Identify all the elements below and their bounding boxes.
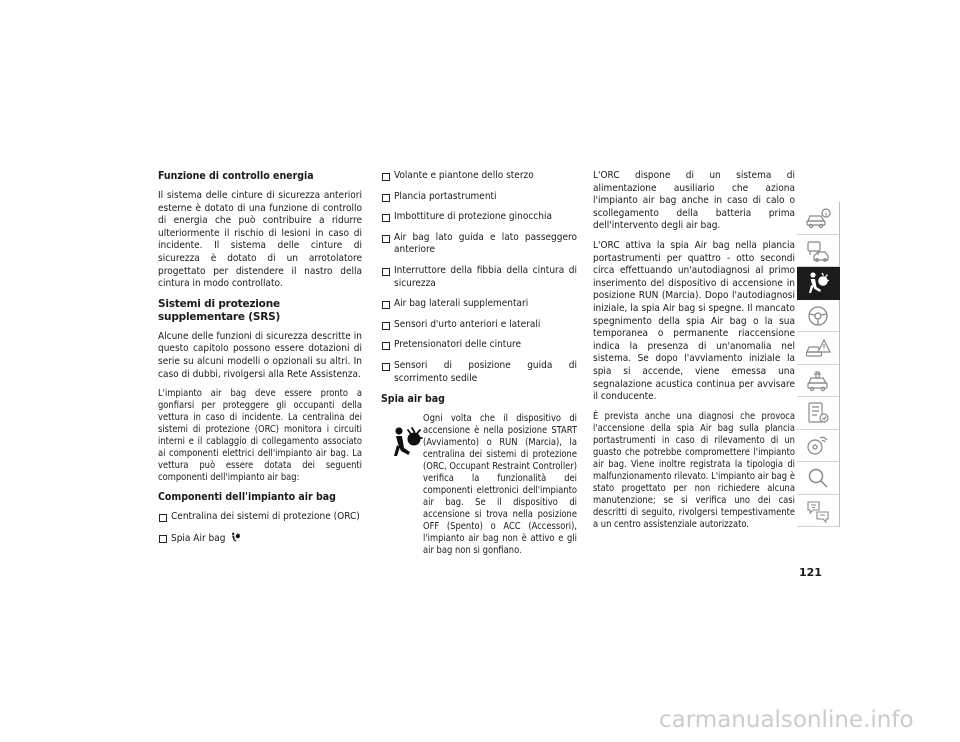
list-item-label: Spia Air bag bbox=[171, 532, 226, 544]
airbag-seat-icon bbox=[805, 271, 831, 295]
bullet-square-icon bbox=[382, 194, 390, 202]
list-item bbox=[381, 170, 577, 183]
paragraph-orc-power: L'ORC dispone di un sistema di alimentazione ausiliario che aziona l'impianto air bag anche in caso di calo o scollegamento della batteria prima dell'intervento degli air bag. bbox=[593, 170, 795, 232]
bullet-square-icon bbox=[382, 322, 390, 330]
list-item bbox=[381, 232, 577, 257]
list-item bbox=[381, 339, 577, 352]
steering-wheel-icon bbox=[805, 304, 831, 328]
bullet-square-icon bbox=[382, 342, 390, 350]
bullet-square-icon bbox=[382, 268, 390, 276]
airbag-light-text: Ogni volta che il dispositivo di accensione è nella posizione START (Avviamento) o RUN (Marcia), la centralina dei sistemi di protezione (ORC, Occupant Restraint Controller) verifica la funzionalità dei componenti elettronici dell'impianto air bag. Se il dispositivo di accensione si trova nella posizione OFF (Spento) o ACC (Accessori), l'impianto air bag non è attivo e gli air bag non si gonfiano. bbox=[423, 413, 577, 557]
bullet-square-icon bbox=[382, 363, 390, 371]
emergency-car-icon bbox=[805, 369, 831, 393]
paragraph-energy-control: Il sistema delle cinture di sicurezza anteriori esterne è dotato di una funzione di controllo di energia che può contribuire a ridurre ulteriormente il rischio di lesioni in caso di incidente. Il sistema delle cinture di sicurezza è dotato di un arrotolatore progettato per distendere il nastro della cintura in modo controllato. bbox=[158, 190, 362, 290]
list-item bbox=[381, 211, 577, 224]
list-item-label: Air bag laterali supplementari bbox=[394, 298, 529, 310]
warning-car-icon bbox=[805, 336, 831, 360]
list-item-label: Air bag lato guida e lato passeggero anteriore bbox=[394, 231, 577, 256]
bullet-square-icon bbox=[159, 535, 167, 543]
paragraph-diagnosis: È prevista anche una diagnosi che provoca l'accensione della spia Air bag sulla plancia portastrumenti in caso di rilevamento di un guasto che potrebbe compromettere l'impianto air bag. Viene inoltre registrata la tipologia di malfunzionamento rilevato. L'impianto air bag è stato progettato per non richiedere alcuna manutenzione; se si verifica uno dei casi descritti di seguito, rivolgersi tempestivamente a un centro assistenziale autorizzato. bbox=[593, 410, 795, 530]
tab-service[interactable] bbox=[797, 397, 840, 430]
bullet-square-icon bbox=[382, 301, 390, 309]
list-item bbox=[381, 298, 577, 311]
column-3 bbox=[593, 170, 795, 538]
magnifier-icon bbox=[805, 466, 831, 490]
multimedia-icon bbox=[805, 434, 831, 458]
tab-airbag-seat[interactable] bbox=[797, 267, 840, 300]
tab-steering-wheel[interactable] bbox=[797, 300, 840, 333]
paragraph-srs: Alcune delle funzioni di sicurezza descritte in questo capitolo possono essere dotazioni di serie su alcuni modelli o opzionali su altri. In caso di dubbi, rivolgersi alla Rete Assistenza. bbox=[158, 330, 362, 380]
watermark: carmanualsonline.info bbox=[659, 707, 914, 733]
paragraph-orc-selftest: L'ORC attiva la spia Air bag nella plancia portastrumenti per quattro - otto secondi circa effettuando un'autodiagnosi al primo inserimento del dispositivo di accensione in posizione RUN (Marcia). Dopo l'autodiagnosi iniziale, la spia Air bag si spegne. Il mancato spegnimento della spia Air bag o la sua temporanea o permanente riaccensione indica la presenza di un'anomalia nel sistema. Se dopo l'avviamento iniziale la spia si accende, viene emessa una segnalazione acustica continua per avvisare il conducente. bbox=[593, 239, 795, 403]
page-number: 121 bbox=[799, 566, 822, 579]
tab-warning-car[interactable] bbox=[797, 332, 840, 365]
list-item-label: Pretensionatori delle cinture bbox=[394, 339, 522, 351]
list-item-label: Interruttore della fibbia della cintura di sicurezza bbox=[394, 264, 577, 289]
list-item bbox=[381, 265, 577, 290]
bullet-square-icon bbox=[159, 514, 167, 522]
list-item-label: Imbottiture di protezione ginocchia bbox=[394, 211, 552, 223]
list-item bbox=[381, 191, 577, 204]
list-item bbox=[381, 360, 577, 385]
list-item-label: Centralina dei sistemi di protezione (ORC) bbox=[171, 511, 360, 523]
tab-search[interactable] bbox=[797, 462, 840, 495]
column-2 bbox=[381, 170, 577, 557]
list-item-label: Plancia portastrumenti bbox=[394, 190, 497, 202]
heading-airbag-light: Spia air bag bbox=[381, 393, 445, 406]
heading-srs: Sistemi di protezione supplementare (SRS) bbox=[158, 297, 281, 323]
column-1 bbox=[158, 170, 362, 553]
chapter-tabs bbox=[797, 202, 841, 527]
bullet-square-icon bbox=[382, 235, 390, 243]
multilanguage-icon bbox=[805, 499, 831, 523]
paragraph-orc: L'impianto air bag deve essere pronto a gonfiarsi per proteggere gli occupanti della vettura in caso di incidente. La centralina dei sistemi di protezione (ORC) monitora i circuiti interni e il cablaggio di collegamento associato ai componenti elettrici dell'impianto air bag. La vettura può essere dotata dei seguenti componenti dell'impianto air bag: bbox=[158, 388, 362, 484]
car-key-icon bbox=[805, 239, 831, 263]
bullet-square-icon bbox=[382, 214, 390, 222]
tab-emergency[interactable] bbox=[797, 365, 840, 398]
list-item bbox=[158, 532, 362, 546]
list-item bbox=[158, 511, 362, 524]
tab-languages[interactable] bbox=[797, 495, 840, 528]
service-checklist-icon bbox=[805, 401, 831, 425]
list-item-label: Sensori d'urto anteriori e laterali bbox=[394, 318, 541, 330]
airbag-warning-icon bbox=[389, 425, 425, 461]
tab-multimedia[interactable] bbox=[797, 430, 840, 463]
heading-energy-control: Funzione di controllo energia bbox=[158, 170, 314, 182]
car-info-icon bbox=[805, 206, 831, 230]
tab-car-info[interactable] bbox=[797, 202, 840, 235]
tab-car-key[interactable] bbox=[797, 235, 840, 268]
list-item-label: Volante e piantone dello sterzo bbox=[394, 170, 534, 181]
airbag-light-block bbox=[381, 413, 577, 557]
airbag-warning-icon bbox=[230, 532, 241, 543]
bullet-square-icon bbox=[382, 173, 390, 181]
list-item-label: Sensori di posizione guida di scorrimento sedile bbox=[394, 359, 577, 384]
heading-airbag-components: Componenti dell'impianto air bag bbox=[158, 491, 336, 504]
list-item bbox=[381, 319, 577, 332]
